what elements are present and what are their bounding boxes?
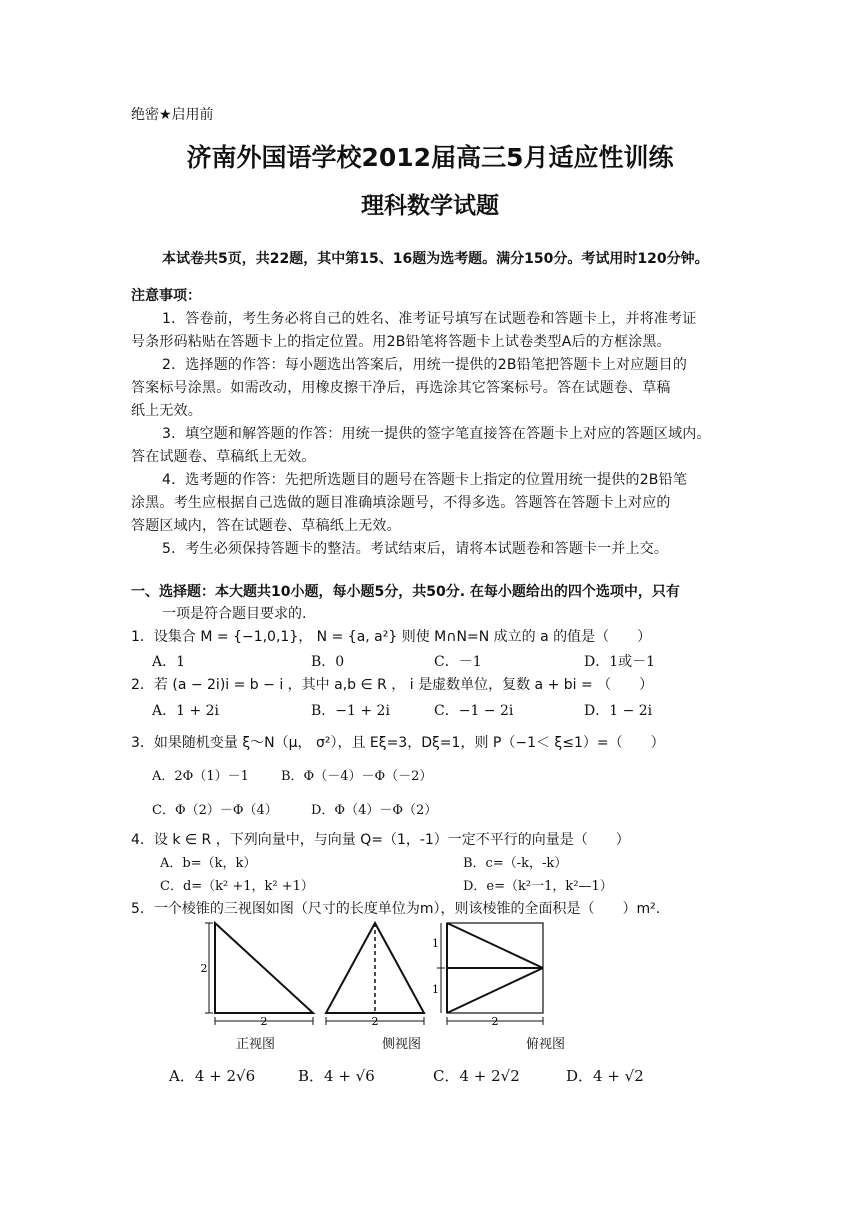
front-height-label: 2: [200, 962, 208, 975]
top-view-caption: 俯视图: [526, 1037, 566, 1052]
q1-option-c: C．－1: [434, 654, 482, 670]
notice-line: 答在试题卷、草稿纸上无效。: [131, 449, 316, 465]
q3-option-b: B．Φ（－4）－Φ（－2）: [281, 769, 433, 784]
notice-line: 4．选考题的作答：先把所选题目的题号在答题卡上指定的位置用统一提供的2B铅笔: [162, 472, 688, 488]
notice-line: 3．填空题和解答题的作答：用统一提供的签字笔直接答在答题卡上对应的答题区域内。: [162, 426, 711, 442]
top-view: [432, 923, 543, 1028]
q1-option-b: B．0: [311, 654, 345, 670]
side-width-label: 2: [371, 1015, 379, 1028]
notice-heading: 注意事项：: [131, 288, 201, 304]
notice-line: 涂黑。考生应根据自己选做的题目准确填涂题号，不得多选。答题答在答题卡上对应的: [131, 495, 671, 511]
notice-line: 5．考生必须保持答题卡的整洁。考试结束后，请将本试题卷和答题卡一并上交。: [162, 541, 669, 557]
front-view: [201, 923, 314, 1028]
question-3-stem: 3．如果随机变量 ξ～N（μ， σ²），且 Eξ=3，Dξ=1，则 P（−1＜ ξ≤1）=（ ）: [131, 735, 665, 751]
q4-option-d: D．e=（k²一1，k²—1）: [463, 879, 613, 894]
front-view-caption: 正视图: [236, 1037, 276, 1052]
side-view: [326, 923, 424, 1028]
q5-option-d: D．4 + √2: [566, 1067, 644, 1085]
notice-line: 纸上无效。: [131, 403, 202, 419]
notice-line: 号条形码粘贴在答题卡上的指定位置。用2B铅笔将答题卡上试卷类型A后的方框涂黑。: [131, 334, 671, 350]
q4-option-c: C．d=（k² +1，k² +1）: [160, 879, 314, 894]
q4-option-a: A．b=（k，k）: [160, 856, 257, 871]
q3-option-d: D．Φ（4）－Φ（2）: [311, 803, 438, 818]
q5-option-a: A．4 + 2√6: [169, 1067, 256, 1085]
q2-option-b: B．−1 + 2i: [311, 703, 390, 719]
top-width-label: 2: [491, 1015, 499, 1028]
q3-option-c: C．Φ（2）－Φ（4）: [152, 803, 278, 818]
section-heading-cont: 一项是符合题目要求的.: [162, 606, 307, 622]
top-upper-label: 1: [432, 937, 439, 950]
q5-option-b: B．4 + √6: [298, 1067, 375, 1085]
notice-line: 2．选择题的作答：每小题选出答案后，用统一提供的2B铅笔把答题卡上对应题目的: [162, 357, 688, 373]
q3-option-a: A．2Φ（1）－1: [152, 769, 249, 784]
question-1-stem: 1．设集合 M = {−1,0,1}， N = {a, a²} 则使 M∩N=N 成立的 a 的值是（ ）: [131, 629, 652, 645]
q1-option-d: D．1或－1: [584, 654, 656, 670]
q2-option-d: D．1 − 2i: [584, 703, 653, 719]
question-2-stem: 2．若 (a − 2i)i = b − i ，其中 a,b ∈ R ， i 是虚数单位，复数 a + bi = （ ）: [131, 677, 654, 693]
question-4-stem: 4．设 k ∈ R ，下列向量中，与向量 Q=（1，-1）一定不平行的向量是（ ）: [131, 832, 630, 848]
exam-title: 济南外国语学校2012届高三5月适应性训练: [186, 143, 674, 172]
notice-line: 1．答卷前，考生务必将自己的姓名、准考证号填写在试题卷和答题卡上，并将准考证: [162, 311, 697, 327]
q2-option-c: C．−1 − 2i: [434, 703, 514, 719]
top-lower-label: 1: [432, 983, 439, 996]
notice-line: 答题区域内，答在试题卷、草稿纸上无效。: [131, 518, 401, 534]
q1-option-a: A．1: [152, 654, 186, 670]
question-5-stem: 5．一个棱锥的三视图如图（尺寸的长度单位为m），则该棱锥的全面积是（ ）m².: [131, 901, 661, 917]
exam-subtitle: 理科数学试题: [361, 193, 499, 219]
side-view-caption: 侧视图: [382, 1037, 422, 1052]
notice-line: 答案标号涂黑。如需改动，用橡皮擦干净后，再选涂其它答案标号。答在试题卷、草稿: [131, 380, 671, 396]
q5-option-c: C．4 + 2√2: [433, 1067, 520, 1085]
exam-intro: 本试卷共5页，共22题，其中第15、16题为选考题。满分150分。考试用时120分钟。: [162, 251, 709, 267]
q4-option-b: B．c=（-k，-k）: [463, 856, 568, 871]
secret-label: 绝密★启用前: [131, 107, 214, 123]
three-view-figure: [195, 915, 555, 1030]
front-width-label: 2: [260, 1015, 268, 1028]
q2-option-a: A．1 + 2i: [152, 703, 220, 719]
section-heading: 一、选择题：本大题共10小题，每小题5分，共50分. 在每小题给出的四个选项中，只有: [131, 584, 680, 600]
